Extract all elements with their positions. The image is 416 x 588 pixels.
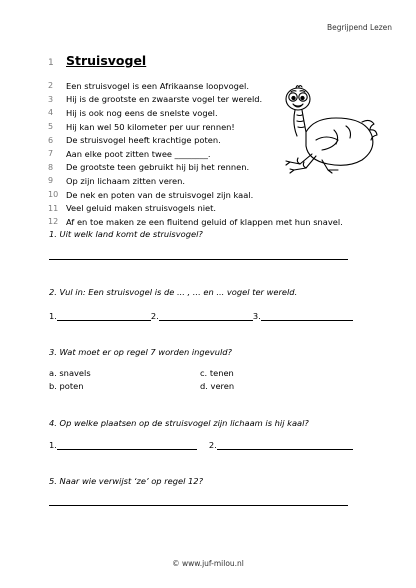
question-5: 5. Naar wie verwijst ‘ze’ op regel 12?	[49, 476, 203, 486]
answer-row-q2	[49, 310, 353, 321]
line-number: 5	[48, 122, 54, 132]
line-number: 8	[48, 162, 54, 172]
blank-2[interactable]	[159, 310, 253, 321]
line-number: 4	[48, 108, 54, 118]
question-1: 1. Uit welk land komt de struisvogel?	[49, 229, 203, 239]
line-number: 9	[48, 176, 54, 186]
option-c[interactable]: c. tenen	[200, 368, 234, 378]
line-text: Af en toe maken ze een fluitend geluid of klappen met hun snavel.	[66, 216, 343, 227]
blank-2[interactable]	[217, 439, 353, 450]
blank-label: 1.	[49, 311, 57, 321]
ostrich-illustration	[276, 82, 380, 176]
blank-1[interactable]	[57, 310, 151, 321]
header-tag: Begrijpend Lezen	[326, 23, 392, 32]
line-number: 6	[48, 135, 54, 145]
title-row	[48, 53, 146, 68]
line-text: Aan elke poot zitten twee ________.	[66, 148, 211, 159]
blank-label: 3.	[252, 311, 261, 321]
blank-1[interactable]	[57, 439, 197, 450]
text-line	[48, 188, 343, 202]
option-b[interactable]: b. poten	[49, 381, 84, 391]
line-text: Veel geluid maken struisvogels niet.	[66, 203, 217, 214]
line-number: 7	[48, 149, 54, 159]
question-3: 3. Wat moet er op regel 7 worden ingevuld?	[49, 347, 232, 357]
option-a[interactable]: a. snavels	[49, 368, 91, 378]
blank-3[interactable]	[261, 310, 353, 321]
line-text: Hij kan wel 50 kilometer per uur rennen!	[66, 121, 235, 132]
blank-label: 2.	[208, 440, 217, 450]
blank-label: 2.	[150, 311, 159, 321]
answer-line-q1[interactable]	[49, 259, 348, 260]
question-2: 2. Vul in: Een struisvogel is de ... , ... en ... vogel ter wereld.	[49, 287, 298, 297]
line-number: 11	[48, 203, 59, 213]
line-text: De nek en poten van de struisvogel zijn kaal.	[66, 189, 254, 200]
line-number: 10	[48, 190, 59, 200]
line-number: 2	[48, 81, 54, 91]
line-number: 12	[48, 217, 59, 227]
blank-label: 1.	[49, 440, 57, 450]
option-d[interactable]: d. veren	[200, 381, 235, 391]
line-text: Op zijn lichaam zitten veren.	[66, 175, 186, 186]
text-line	[48, 174, 343, 188]
line-text: Hij is ook nog eens de snelste vogel.	[66, 107, 218, 118]
answer-row-q4	[49, 439, 353, 450]
line-text: De struisvogel heeft krachtige poten.	[66, 135, 221, 146]
line-text: Hij is de grootste en zwaarste vogel ter wereld.	[66, 94, 263, 105]
text-line	[48, 201, 343, 215]
line-text: De grootste teen gebruikt hij bij het rennen.	[66, 162, 250, 173]
line-text: Een struisvogel is een Afrikaanse loopvogel.	[66, 80, 249, 91]
title-line-number: 1	[48, 58, 54, 68]
question-4: 4. Op welke plaatsen op de struisvogel zijn lichaam is hij kaal?	[49, 418, 309, 428]
line-number: 3	[48, 94, 54, 104]
answer-line-q5[interactable]	[49, 505, 348, 506]
text-line	[48, 215, 343, 229]
page-title: Struisvogel	[66, 53, 147, 68]
footer-copyright: © www.juf-milou.nl	[172, 559, 244, 568]
